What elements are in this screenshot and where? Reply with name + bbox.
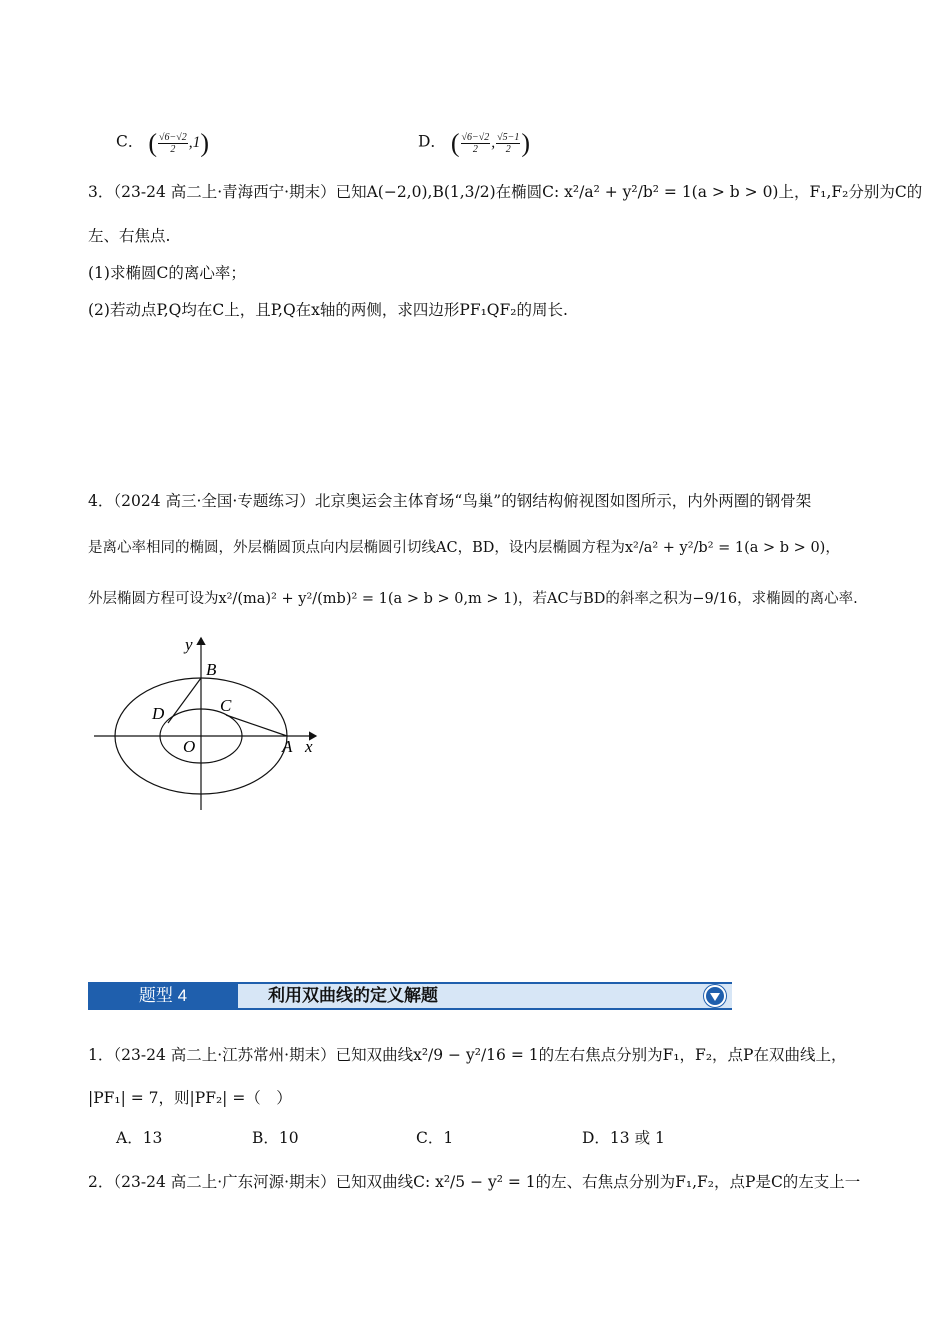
option-d-label: D． xyxy=(418,132,446,151)
q1-option-b: B．10 xyxy=(252,1129,299,1147)
ellipse-figure xyxy=(88,630,328,815)
q4-line1 xyxy=(88,490,811,512)
q2-source: （23-24 高二上·广东河源·期末） xyxy=(113,1173,336,1191)
label-x: x xyxy=(305,737,313,756)
label-a: A xyxy=(282,737,293,756)
q4-source: （2024 高三·全国·专题练习） xyxy=(113,492,315,510)
q4-text: 北京奥运会主体育场“鸟巢”的钢结构俯视图如图所示，内外两圈的钢骨架 xyxy=(314,492,812,510)
q4-line3: 外层椭圆方程可设为x²/(ma)² + y²/(mb)² = 1(a > b > 0,m > 1)，若AC与BD的斜率之积为−9/16，求椭圆的离心率. xyxy=(88,591,858,607)
q1-line1 xyxy=(88,1044,846,1066)
q1-source: （23-24 高二上·江苏常州·期末） xyxy=(113,1046,336,1064)
q3-source: （23-24 高二上·青海西宁·期末） xyxy=(113,183,336,201)
label-b: B xyxy=(206,660,217,679)
label-o: O xyxy=(183,737,196,756)
q2-line1 xyxy=(88,1171,860,1193)
q4-number: 4． xyxy=(88,492,114,510)
q1-option-c: C．1 xyxy=(416,1129,454,1147)
q1-number: 1． xyxy=(88,1046,114,1064)
q1-line2: |PF₁| = 7，则|PF₂| =（ ） xyxy=(88,1089,292,1107)
label-y: y xyxy=(185,635,193,654)
chevron-down-icon[interactable] xyxy=(704,985,726,1007)
label-d: D xyxy=(152,704,165,723)
option-c-label: C． xyxy=(116,132,144,151)
q4-line2: 是离心率相同的椭圆，外层椭圆顶点向内层椭圆引切线AC，BD，设内层椭圆方程为x²/a² + y²/b² = 1(a > b > 0)， xyxy=(88,540,840,556)
q1-option-d: D．13 或 1 xyxy=(582,1129,665,1147)
q2-text: 已知双曲线C: x²/5 − y² = 1的左、右焦点分别为F₁,F₂，点P是C的左支上一 xyxy=(335,1173,861,1191)
option-d xyxy=(418,128,530,158)
q3-part1: (1)求椭圆C的离心率； xyxy=(88,264,246,282)
q3-number: 3． xyxy=(88,183,114,201)
q3-line2: 左、右焦点. xyxy=(88,227,171,245)
section-banner xyxy=(88,982,736,1014)
banner-tag: 题型 4 xyxy=(88,982,238,1010)
q3-line1 xyxy=(88,181,922,203)
q1-option-a: A．13 xyxy=(116,1129,163,1147)
option-c-value: ( $\frac{√6-√2}{2}$ ,1) xyxy=(148,128,210,157)
q2-number: 2． xyxy=(88,1173,114,1191)
q3-part2: (2)若动点P,Q均在C上，且P,Q在x轴的两侧，求四边形PF₁QF₂的周长. xyxy=(88,301,568,319)
tangent-bd xyxy=(168,678,201,723)
option-d-value: ( $\frac{√6-√2}{2}$ , $\frac{√5-1}{2}$ ) xyxy=(450,128,531,157)
tangent-ac xyxy=(226,715,287,736)
q3-text: 已知A(−2,0),B(1,3/2)在椭圆C: x²/a² + y²/b² = 1(a > b > 0)上，F₁,F₂分别为C的 xyxy=(335,183,923,201)
banner-title: 利用双曲线的定义解题 xyxy=(268,986,438,1005)
q1-text: 已知双曲线x²/9 − y²/16 = 1的左右焦点分别为F₁，F₂，点P在双曲线上， xyxy=(335,1046,847,1064)
option-c xyxy=(116,128,209,158)
label-c: C xyxy=(220,696,232,715)
